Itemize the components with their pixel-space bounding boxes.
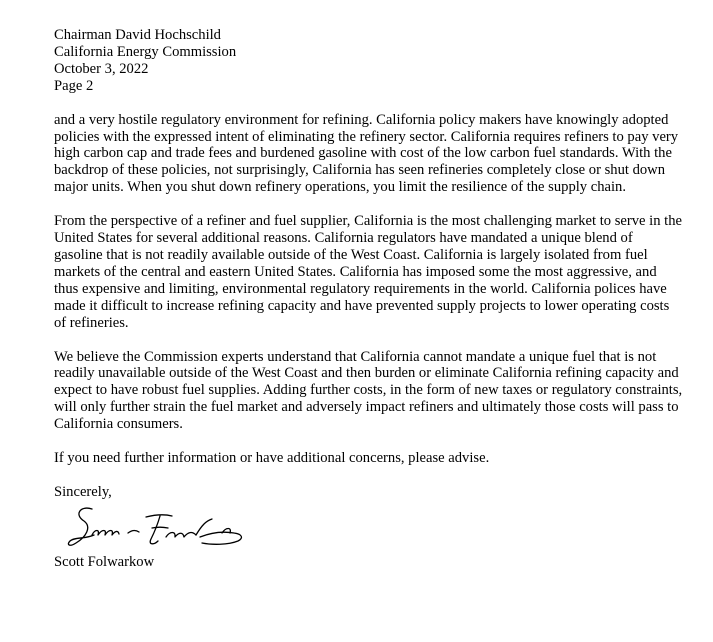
recipient-organization: California Energy Commission <box>54 43 237 60</box>
body-paragraph-2: From the perspective of a refiner and fuel supplier, California is the most challenging market to serve in the United States for several additional reasons. California regulators have mandated a unique blend of gasoline that is not readily available outside of the West Coast. California is largely isolated from fuel markets of the central and eastern United States. California has imposed some the most aggressive, and thus expensive and limiting, environmental regulatory requirements in the world. California polices have made it difficult to increase refining capacity and have prevented supply projects to lower operating costs of refineries. <box>54 213 682 331</box>
signer-name: Scott Folwarkow <box>54 553 155 570</box>
body-paragraph-4: If you need further information or have additional concerns, please advise. <box>54 450 490 467</box>
body-paragraph-1: and a very hostile regulatory environment for refining. California policy makers have knowingly adopted policies with the expressed intent of eliminating the refinery sector. California requires refiners to pay very high carbon cap and trade fees and burdened gasoline with cost of the low carbon fuel standards. With the backdrop of these policies, not surprisingly, California has seen refineries completely close or shut down major units. When you shut down refinery operations, you limit the resilience of the supply chain. <box>54 111 679 196</box>
body-paragraph-3: We believe the Commission experts understand that California cannot mandate a unique fuel that is not readily unavailable outside of the West Coast and then burden or eliminate California refining capacity and expect to have robust fuel supplies. Adding further costs, in the form of new taxes or regulatory constraints, will only further strain the fuel market and adversely impact refiners and ultimately those costs will pass to California consumers. <box>54 348 683 433</box>
letter-date: October 3, 2022 <box>54 60 149 77</box>
letter-header <box>54 27 684 95</box>
handwritten-signature <box>62 503 248 551</box>
letter-page <box>54 27 684 571</box>
page-number: Page 2 <box>54 77 94 94</box>
closing-salutation: Sincerely, <box>54 483 112 500</box>
recipient-name: Chairman David Hochschild <box>54 27 221 43</box>
